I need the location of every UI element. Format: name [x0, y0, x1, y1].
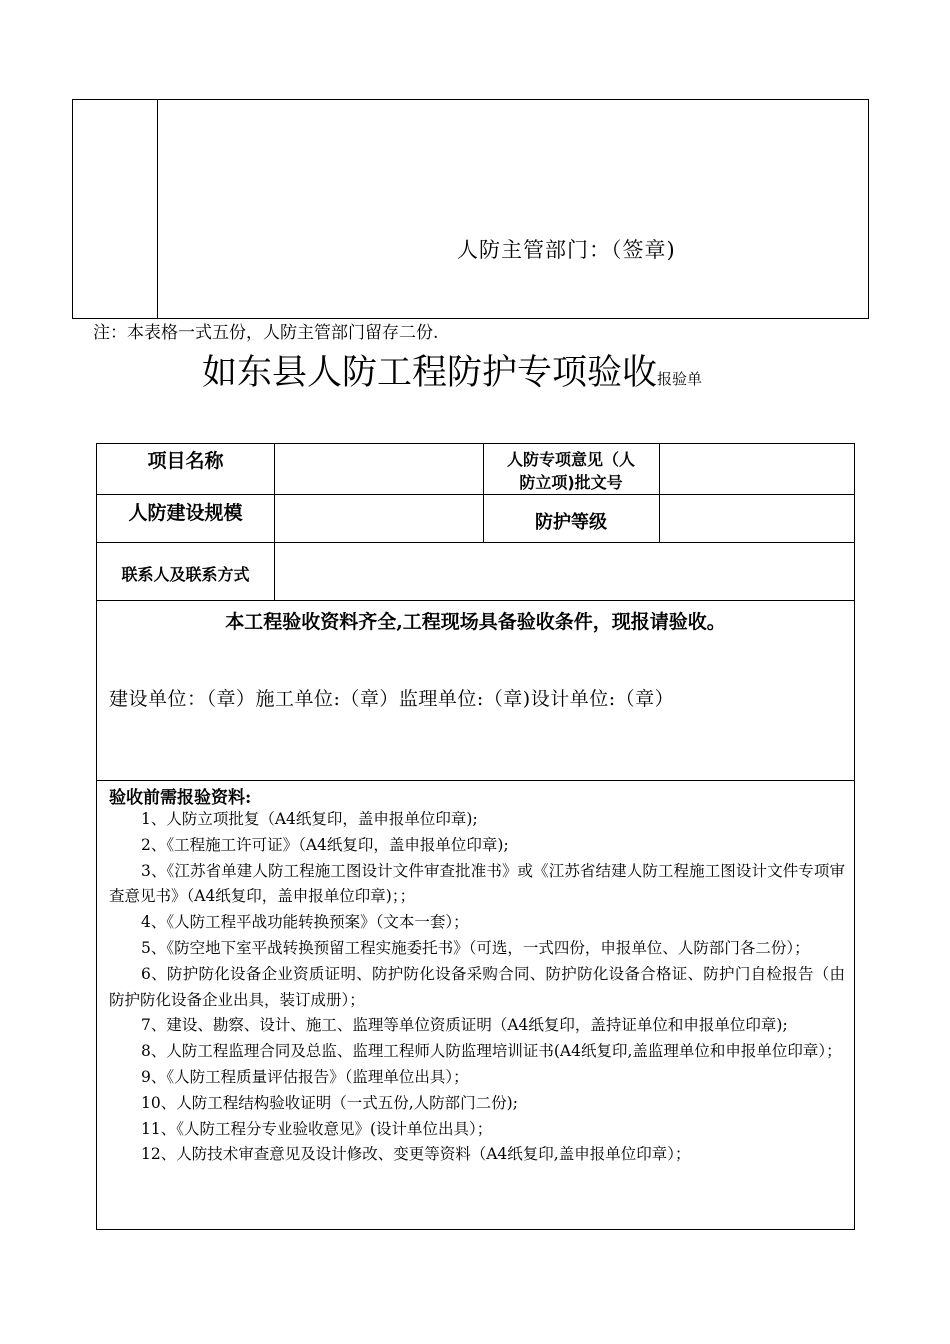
project-name-label: 项目名称	[147, 450, 224, 472]
list-item: 1、人防立项批复（A4纸复印，盖申报单位印章);	[141, 810, 478, 828]
acceptance-form-table	[96, 443, 855, 1230]
acceptance-declaration: 本工程验收资料齐全,工程现场具备验收条件，现报请验收。	[225, 611, 726, 633]
list-item: 10、人防工程结构验收证明（一式五份,人防部门二份);	[141, 1093, 518, 1112]
copies-note: 注：本表格一式五份，人防主管部门留存二份.	[93, 323, 439, 343]
approval-number-label	[483, 448, 659, 494]
contact-field[interactable]	[275, 543, 854, 599]
list-item: 9、《人防工程质量评估报告》（监理单位出具）；	[141, 1067, 469, 1086]
row-divider	[97, 600, 854, 601]
construction-scale-label: 人防建设规模	[128, 502, 243, 524]
table-left-column	[73, 100, 158, 318]
units-stamp-line: 建设单位：（章）施工单位:（章）监理单位:（章)设计单位:（章）	[109, 688, 675, 710]
approval-number-field[interactable]	[660, 445, 854, 493]
list-item: 8、人防工程监理合同及总监、监理工程师人防监理培训证书(A4纸复印,盖监理单位和申报单位印章）；	[141, 1042, 842, 1061]
protection-level-field[interactable]	[660, 495, 854, 541]
approval-label-line1: 人防专项意见（人	[506, 450, 635, 469]
list-item: 2、《工程施工许可证》（A4纸复印，盖申报单位印章);	[141, 835, 509, 854]
protection-level-label: 防护等级	[535, 512, 607, 533]
approval-signature-table	[72, 99, 869, 319]
row-divider	[97, 780, 854, 781]
list-item: 3、《江苏省单建人防工程施工图设计文件审查批准书》或《江苏省结建人防工程施工图设计文件专项审查意见书》（A4纸复印，盖申报单位印章)；；	[109, 861, 845, 906]
construction-scale-field[interactable]	[275, 495, 482, 541]
list-item: 6、防护防化设备企业资质证明、防护防化设备采购合同、防护防化设备合格证、防护门自检报告（由防护防化设备企业出具，装订成册）；	[109, 964, 845, 1009]
requirements-list	[109, 807, 845, 1168]
list-item: 12、人防技术审查意见及设计修改、变更等资料（A4纸复印,盖申报单位印章）；	[141, 1145, 691, 1164]
civil-defense-dept-signature-label: 人防主管部门：（签章)	[457, 238, 676, 262]
title-suffix: 报验单	[657, 370, 703, 388]
project-name-field[interactable]	[275, 445, 482, 493]
page-title	[202, 345, 702, 395]
list-item: 7、建设、勘察、设计、施工、监理等单位资质证明（A4纸复印，盖持证单位和申报单位印章);	[141, 1016, 788, 1035]
title-main: 如东县人防工程防护专项验收	[202, 353, 658, 393]
list-item: 5、《防空地下室平战转换预留工程实施委托书》（可选，一式四份，申报单位、人防部门各二份）；	[141, 938, 810, 957]
list-item: 11、《人防工程分专业验收意见》(设计单位出具）；	[141, 1119, 493, 1138]
requirements-title: 验收前需报验资料:	[109, 788, 252, 808]
contact-label: 联系人及联系方式	[121, 565, 250, 584]
approval-label-line2: 防立项)批文号	[519, 473, 623, 492]
list-item: 4、《人防工程平战功能转换预案》（文本一套）；	[141, 913, 469, 932]
